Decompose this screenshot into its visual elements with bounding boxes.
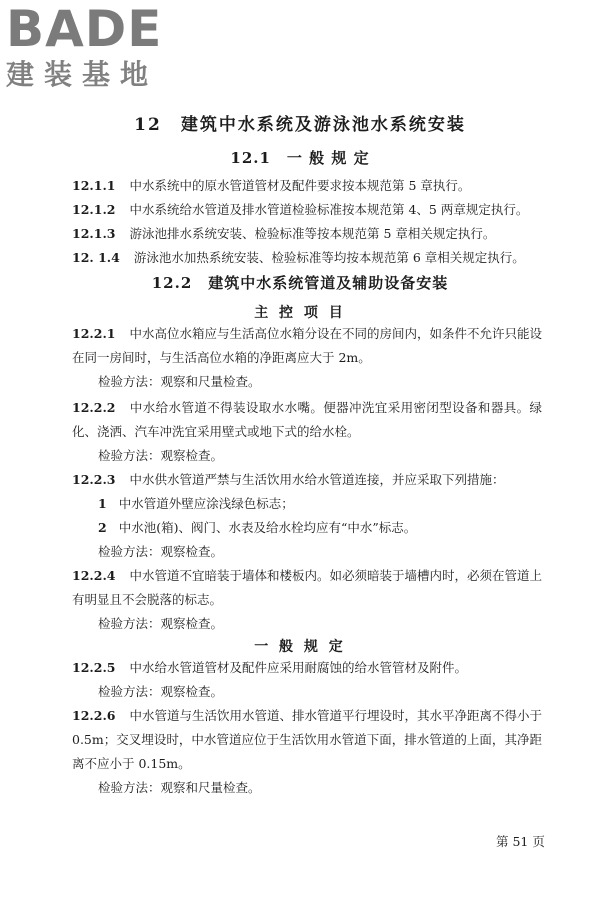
- clause-12-1-1: [72, 174, 470, 198]
- clause-12-2-2: [72, 396, 542, 444]
- section-title-12-1: 12.1 一 般 规 定: [230, 149, 370, 167]
- bade-logo: [6, 0, 176, 92]
- check-method: 检验方法：观察检查。: [98, 544, 224, 559]
- clause-number: 12.2.4: [72, 568, 116, 583]
- clause-number: 12.2.3: [72, 472, 116, 487]
- check-method: 检验方法：观察和尺量检查。: [98, 780, 261, 795]
- clause-12-1-3: [72, 222, 495, 246]
- clause-text: 中水系统给水管道及排水管道检验标准按本规范第 4、5 两章规定执行。: [129, 202, 529, 217]
- item-text: 中水池(箱)、阀门、水表及给水栓均应有“中水”标志。: [118, 520, 417, 535]
- page-number: 第 51 页: [496, 834, 545, 849]
- section-title-12-2: 12.2 建筑中水系统管道及辅助设备安装: [151, 274, 449, 292]
- clause-text: 中水供水管道严禁与生活饮用水给水管道连接，并应采取下列措施：: [129, 472, 505, 487]
- clause-text: 中水给水管道管材及配件应采用耐腐蚀的给水管管材及附件。: [129, 660, 468, 675]
- check-method: 检验方法：观察检查。: [98, 448, 224, 463]
- item-text: 中水管道外壁应涂浅绿色标志；: [118, 496, 294, 511]
- clause-number: 12.2.6: [72, 708, 116, 723]
- clause-number: 12.2.5: [72, 660, 116, 675]
- clause-text: 游泳池水加热系统安装、检验标准等均按本规范第 6 章相关规定执行。: [133, 250, 525, 265]
- clause-number: 12.1.1: [72, 178, 116, 193]
- list-item: [98, 492, 294, 516]
- clause-12-2-6: [72, 704, 542, 776]
- logo-subtitle: 建装基地: [6, 58, 159, 91]
- item-number: 2: [98, 520, 107, 535]
- clause-text: 中水管道不宜暗装于墙体和楼板内。如必须暗装于墙槽内时，必须在管道上有明显且不会脱落的标志。: [72, 568, 543, 607]
- item-number: 1: [98, 496, 107, 511]
- clause-12-2-3: [72, 468, 542, 492]
- clause-12-2-1: [72, 322, 542, 370]
- clause-number: 12.2.2: [72, 400, 116, 415]
- clause-number: 12.1.3: [72, 226, 116, 241]
- clause-text: 中水管道与生活饮用水管道、排水管道平行埋设时，其水平净距离不得小于 0.5m；交叉埋设时，中水管道应位于生活饮用水管道下面，排水管道的上面，其净距离不应小于 0.15m。: [72, 708, 543, 771]
- clause-12-1-2: [72, 198, 528, 222]
- check-method: 检验方法：观察检查。: [98, 684, 224, 699]
- clause-12-1-4: [72, 246, 525, 270]
- clause-text: 中水高位水箱应与生活高位水箱分设在不同的房间内，如条件不允许只能设在同一房间时，与生活高位水箱的净距离应大于 2m。: [72, 326, 543, 365]
- clause-number: 12.2.1: [72, 326, 116, 341]
- clause-12-2-4: [72, 564, 542, 612]
- general-heading: 一 般 规 定: [254, 639, 346, 655]
- list-item: [98, 516, 416, 540]
- check-method: 检验方法：观察检查。: [98, 616, 224, 631]
- clause-text: 游泳池排水系统安装、检验标准等按本规范第 5 章相关规定执行。: [129, 226, 496, 241]
- clause-number: 12. 1.4: [72, 250, 120, 265]
- clause-number: 12.1.2: [72, 202, 116, 217]
- clause-12-2-5: [72, 656, 467, 680]
- logo-wordmark: BADE: [6, 0, 163, 58]
- check-method: 检验方法：观察和尺量检查。: [98, 374, 261, 389]
- clause-text: 中水给水管道不得装设取水水嘴。便器冲洗宜采用密闭型设备和器具。绿化、浇洒、汽车冲洗宜采用壁式或地下式的给水栓。: [72, 400, 542, 439]
- main-control-heading: 主 控 项 目: [254, 305, 346, 321]
- clause-text: 中水系统中的原水管道管材及配件要求按本规范第 5 章执行。: [129, 178, 471, 193]
- chapter-title: 12 建筑中水系统及游泳池水系统安装: [134, 115, 466, 135]
